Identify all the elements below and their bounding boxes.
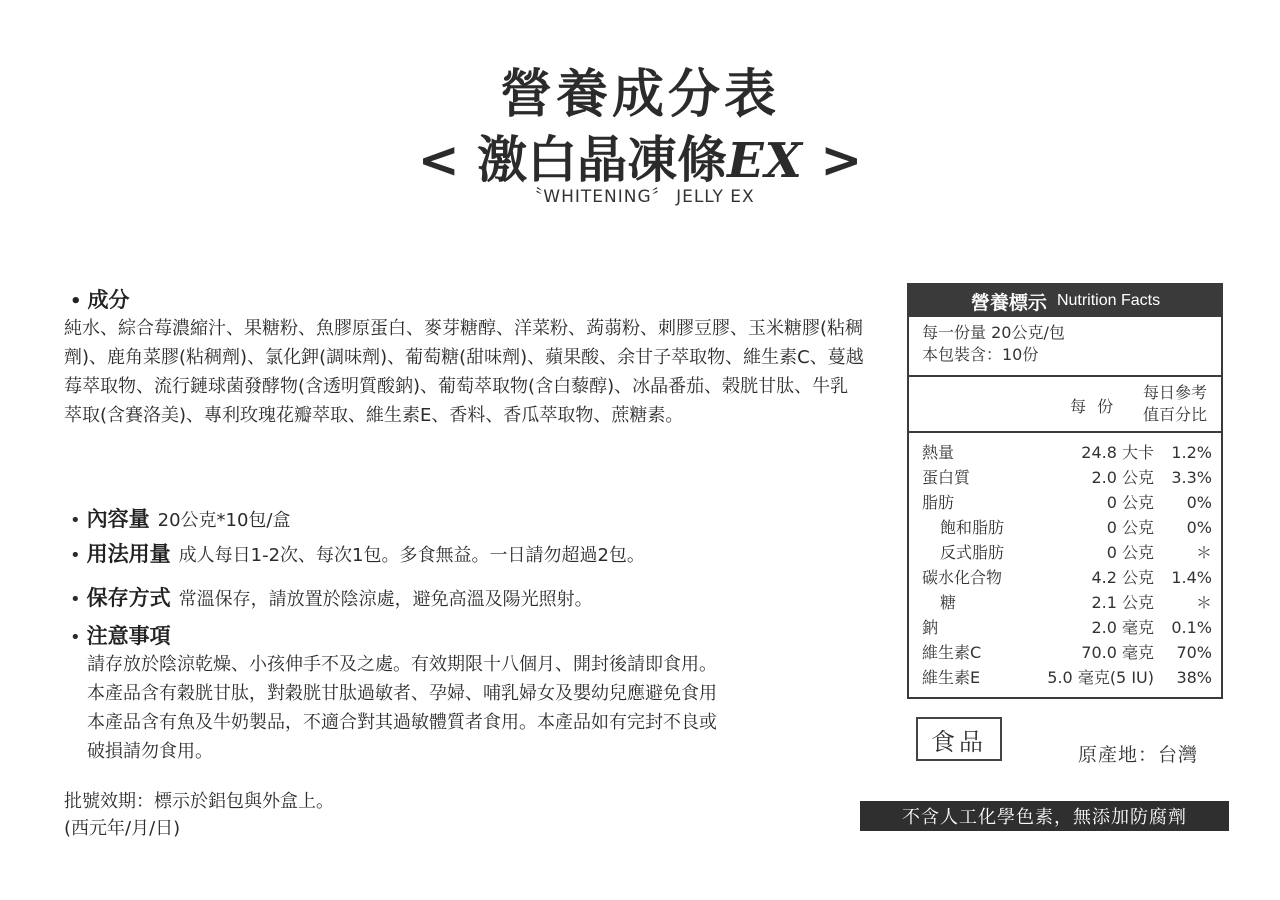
nutrition-title-en: Nutrition Facts (1056, 292, 1161, 309)
nutrition-serving (922, 322, 1065, 366)
nutrition-row (922, 565, 1212, 590)
nutrient-daily-value: 0% (1186, 518, 1212, 537)
nutrient-name: 蛋白質 (922, 468, 971, 487)
nutrient-amount: 0 公克 (1106, 493, 1154, 512)
nutrition-row (922, 665, 1212, 690)
nutrient-daily-value: 3.3% (1171, 468, 1212, 487)
nutrition-row (922, 640, 1212, 665)
nutrition-row (922, 515, 1212, 540)
nutrient-name: 熱量 (922, 443, 955, 462)
storage-value: 常溫保存，請放置於陰涼處，避免高溫及陽光照射。 (178, 589, 593, 610)
divider (909, 431, 1222, 433)
ingredients-heading-label: 成分 (87, 288, 130, 312)
nutrient-amount: 24.8 大卡 (1081, 443, 1154, 462)
nutrient-daily-value: ＊ (1195, 543, 1212, 562)
divider (909, 375, 1222, 377)
nutrient-amount: 0 公克 (1106, 518, 1154, 537)
nutrient-amount: 2.1 公克 (1091, 593, 1154, 612)
notice-line: 本產品含有魚及牛奶製品，不適合對其過敏體質者食用。本產品如有完封不良或 (87, 712, 717, 733)
nutrient-daily-value: 0% (1186, 493, 1212, 512)
nutrient-name: 飽和脂肪 (940, 518, 1005, 537)
nutrient-daily-value: 1.4% (1171, 568, 1212, 587)
nutrient-name: 脂肪 (922, 493, 955, 512)
nutrient-amount: 0 公克 (1106, 543, 1154, 562)
nutrient-name: 維生素E (922, 668, 981, 687)
nutrient-name: 碳水化合物 (922, 568, 1003, 587)
product-name-close: > (802, 131, 863, 189)
nutrition-facts-header (909, 285, 1222, 317)
product-name-ex: EX (727, 133, 803, 189)
nutrition-row (922, 490, 1212, 515)
nutrition-row (922, 615, 1212, 640)
column-daily-value (1143, 382, 1207, 426)
bullet-icon: • (70, 545, 81, 566)
nutrition-row (922, 540, 1212, 565)
nutrient-daily-value: 38% (1176, 668, 1212, 687)
nutrient-daily-value: 1.2% (1171, 443, 1212, 462)
nutrition-row (922, 440, 1212, 465)
ingredients-heading (70, 284, 130, 314)
servings-per-pack: 本包裝含：10份 (922, 345, 1039, 364)
notice-line: 本產品含有穀胱甘肽，對穀胱甘肽過敏者、孕婦、哺乳婦女及嬰幼兒應避免食用 (87, 683, 717, 704)
batch-info (64, 788, 334, 842)
column-per-serving: 每 份 (1070, 397, 1117, 416)
nutrient-name: 糖 (940, 593, 957, 612)
storage-row (70, 582, 593, 612)
product-subtitle: 〝WHITENING〞 JELLY EX (525, 187, 755, 207)
nutrition-table (922, 440, 1212, 690)
usage-label: 用法用量 (86, 542, 171, 566)
batch-line: 批號效期：標示於鋁包與外盒上。 (64, 791, 334, 812)
notice-line: 請存放於陰涼乾燥、小孩伸手不及之處。有效期限十八個月、開封後請即食用。 (87, 654, 717, 675)
usage-value: 成人每日1-2次、每次1包。多食無益。一日請勿超過2包。 (178, 545, 645, 566)
nutrient-daily-value: 70% (1176, 643, 1212, 662)
bullet-icon: • (70, 510, 81, 531)
bullet-icon: • (70, 589, 81, 610)
notice-text (87, 650, 877, 766)
no-additives-banner: 不含人工化學色素，無添加防腐劑 (860, 801, 1229, 831)
product-name-main: < 激白晶凍條 (417, 131, 728, 189)
nutrient-daily-value: ＊ (1195, 593, 1212, 612)
batch-date-format: (西元年/月/日) (64, 818, 181, 839)
notice-row (70, 620, 179, 650)
column-daily-value-line: 每日參考 (1143, 383, 1208, 402)
origin-label: 原產地：台灣 (1078, 744, 1199, 766)
column-daily-value-line: 值百分比 (1143, 405, 1208, 424)
usage-row (70, 538, 645, 568)
content-label: 內容量 (86, 507, 150, 531)
content-row (70, 503, 291, 533)
nutrient-amount: 2.0 毫克 (1091, 618, 1154, 637)
nutrient-amount: 5.0 毫克(5 IU) (1047, 668, 1154, 687)
food-stamp: 食品 (916, 717, 1002, 761)
nutrient-amount: 4.2 公克 (1091, 568, 1154, 587)
nutrition-row (922, 590, 1212, 615)
notice-label: 注意事項 (86, 624, 171, 648)
nutrient-name: 維生素C (922, 643, 982, 662)
nutrition-title-zh: 營養標示 (970, 291, 1047, 314)
nutrient-daily-value: 0.1% (1171, 618, 1212, 637)
nutrient-name: 反式脂肪 (940, 543, 1005, 562)
ingredients-text: 純水、綜合莓濃縮汁、果糖粉、魚膠原蛋白、麥芽糖醇、洋菜粉、蒟蒻粉、刺膠豆膠、玉米糖膠(粘稠劑)、鹿角菜膠(粘稠劑)、氯化鉀(調味劑)、葡萄糖(甜味劑)、蘋果酸、余甘子萃取物、維生素C、蔓越莓萃取物、流行鏈球菌發酵物(含透明質酸鈉)、葡萄萃取物(含白藜醇)、冰晶番茄、榖胱甘肽、牛乳萃取(含賽洛美)、專利玫瑰花瓣萃取、維生素E、香料、香瓜萃取物、蔗糖素。 (64, 318, 864, 426)
page-title: 營養成分表 (499, 65, 780, 125)
serving-size: 每一份量 20公克/包 (922, 323, 1065, 342)
bullet-icon: • (70, 291, 82, 312)
nutrient-amount: 70.0 毫克 (1081, 643, 1154, 662)
storage-label: 保存方式 (86, 586, 171, 610)
content-value: 20公克*10包/盒 (157, 510, 291, 531)
bullet-icon: • (70, 627, 81, 648)
notice-line: 破損請勿食用。 (87, 741, 213, 762)
nutrition-row (922, 465, 1212, 490)
nutrient-name: 鈉 (922, 618, 939, 637)
nutrient-amount: 2.0 公克 (1091, 468, 1154, 487)
